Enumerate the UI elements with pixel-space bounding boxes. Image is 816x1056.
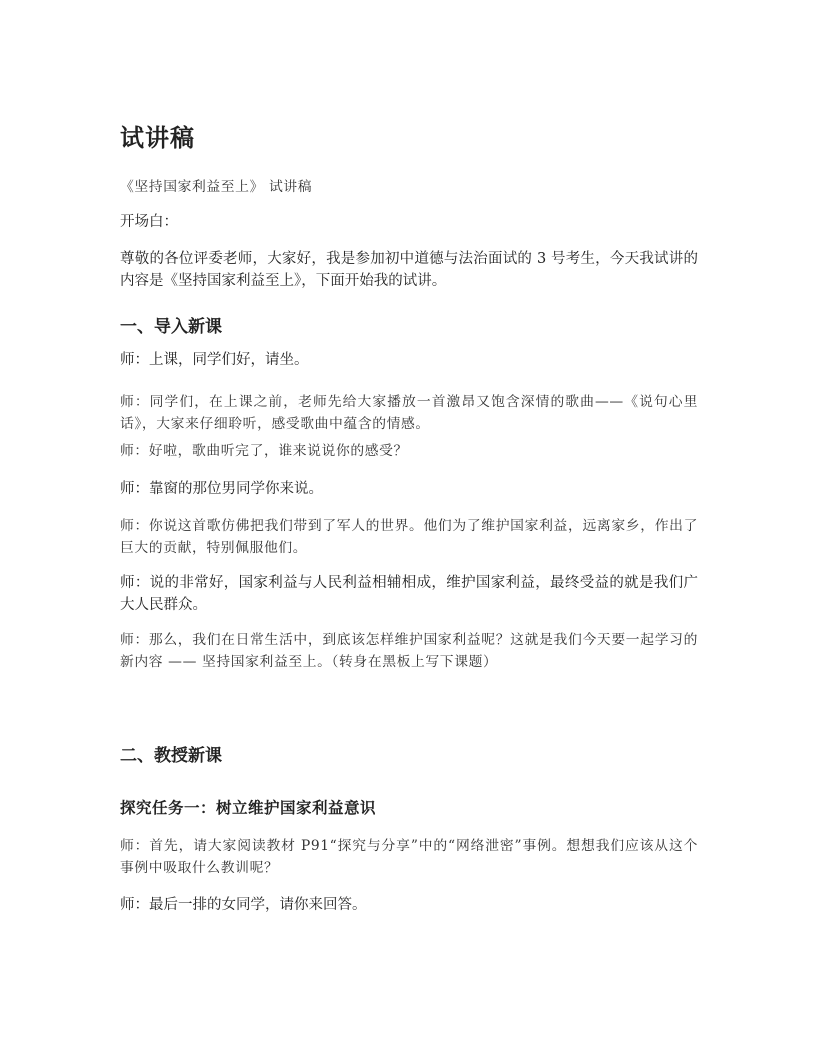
section-heading-teaching: 二、教授新课 bbox=[120, 746, 222, 766]
page-title: 试讲稿 bbox=[120, 124, 195, 152]
intro-paragraph-4: 师：靠窗的那位男同学你来说。 bbox=[120, 481, 323, 497]
teaching-paragraph-2: 师：最后一排的女同学，请你来回答。 bbox=[120, 897, 367, 913]
intro-paragraph-5: 师：你说这首歌仿佛把我们带到了军人的世界。他们为了维护国家利益，远离家乡，作出了巨大的贡献，特别佩服他们。 bbox=[120, 518, 698, 556]
document-subtitle: 《坚持国家利益至上》 试讲稿 bbox=[120, 179, 313, 195]
intro-paragraph-7: 师：那么，我们在日常生活中，到底该怎样维护国家利益呢？这就是我们今天要一起学习的新内容 —— 坚持国家利益至上。（转身在黑板上写下课题） bbox=[120, 632, 698, 670]
intro-paragraph-6: 师：说的非常好，国家利益与人民利益相辅相成，维护国家利益，最终受益的就是我们广大人民群众。 bbox=[120, 575, 698, 613]
opening-label: 开场白： bbox=[120, 214, 178, 230]
task-heading-1: 探究任务一：树立维护国家利益意识 bbox=[120, 798, 377, 817]
teaching-paragraph-1: 师：首先，请大家阅读教材 P91“探究与分享”中的“网络泄密”事例。想想我们应该从这个事例中吸取什么教训呢？ bbox=[120, 838, 698, 876]
opening-paragraph: 尊敬的各位评委老师，大家好，我是参加初中道德与法治面试的 3 号考生，今天我试讲的内容是《坚持国家利益至上》，下面开始我的试讲。 bbox=[120, 251, 698, 289]
intro-paragraph-1: 师：上课，同学们好，请坐。 bbox=[120, 352, 309, 368]
section-heading-intro: 一、导入新课 bbox=[120, 317, 222, 337]
intro-paragraph-2: 师：同学们，在上课之前，老师先给大家播放一首激昂又饱含深情的歌曲——《说句心里话》，大家来仔细聆听，感受歌曲中蕴含的情感。 bbox=[120, 394, 698, 432]
intro-paragraph-3: 师：好啦，歌曲听完了，谁来说说你的感受？ bbox=[120, 443, 408, 459]
